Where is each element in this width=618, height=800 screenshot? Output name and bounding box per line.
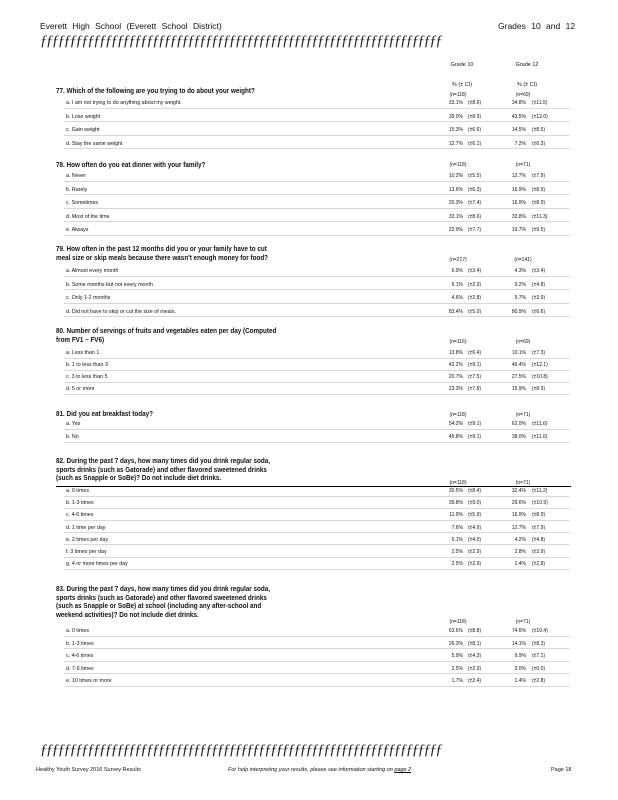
grade12-percent: 34.8% — [511, 100, 526, 106]
row-divider — [64, 358, 570, 359]
row-divider — [64, 316, 570, 317]
grade12-percent: 16.9% — [511, 186, 526, 193]
grade12-percent: 12.7% — [511, 173, 526, 179]
grade12-percent: 62.0% — [511, 421, 526, 427]
grade10-percent: 33.1% — [448, 213, 463, 220]
grade12-pct-ci-header: % (± CI) — [516, 82, 538, 88]
row-divider — [64, 194, 570, 195]
grade12-confidence-interval: (±8.9) — [532, 386, 546, 392]
question-q79-n10-sample-size: (n=217) — [449, 257, 467, 263]
grade10-confidence-interval: (±4.3) — [468, 653, 482, 660]
row-divider — [64, 121, 570, 122]
grade12-confidence-interval: (±10.9) — [532, 500, 548, 507]
question-q79-title-line: meal size or skip meals because there wasn't enough money for food? — [56, 252, 269, 262]
question-q83-title-line: weekend activities)? Do not include diet drinks. — [56, 609, 199, 619]
grade12-confidence-interval: (±11.5) — [532, 100, 548, 106]
grade10-confidence-interval: (±9.1) — [468, 362, 482, 368]
grade12-percent: 19.7% — [511, 227, 526, 233]
grade10-confidence-interval: (±5.9) — [468, 512, 482, 519]
grade10-column-header: Grade 10 — [450, 62, 474, 68]
question-q82-n10-sample-size: (n=118) — [449, 480, 467, 486]
answer-option-label: a. 0 times — [66, 488, 89, 494]
grade10-confidence-interval: (±8.9) — [468, 113, 482, 120]
question-q77-n12-sample-size: (n=69) — [515, 92, 531, 98]
row-divider — [64, 148, 570, 149]
grade10-confidence-interval: (±6.6) — [468, 127, 482, 133]
grade12-percent: 16.9% — [511, 512, 526, 519]
row-divider — [64, 496, 570, 497]
grade10-percent: 20.7% — [448, 374, 463, 380]
grade12-confidence-interval: (±11.3) — [532, 213, 548, 220]
answer-option-label: b. Some months but not every month — [66, 281, 153, 288]
question-q82-n12-sample-size: (n=71) — [515, 480, 531, 486]
grade12-percent: 74.6% — [511, 628, 526, 634]
grade10-percent: 1.7% — [451, 678, 463, 685]
top-decorative-rule: ƒƒƒƒƒƒƒƒƒƒƒƒƒƒƒƒƒƒƒƒƒƒƒƒƒƒƒƒƒƒƒƒƒƒƒƒƒƒƒƒƒƒƒƒƒƒƒƒƒƒƒƒƒƒƒƒƒƒƒƒƒƒƒƒƒƒƒƒ — [40, 33, 442, 49]
grade12-percent: 1.4% — [514, 561, 526, 568]
grade10-percent: 15.3% — [448, 127, 463, 133]
grade10-confidence-interval: (±4.0) — [468, 536, 482, 543]
grade12-confidence-interval: (±0.0) — [532, 665, 546, 672]
grade12-percent: 15.9% — [511, 386, 526, 392]
grade10-confidence-interval: (±9.1) — [468, 434, 482, 440]
row-divider — [64, 648, 570, 649]
grade10-confidence-interval: (±8.6) — [468, 213, 482, 220]
footer-page-number: Page 18 — [551, 767, 572, 773]
grade12-percent: 38.0% — [511, 434, 526, 440]
question-q82-title-line: sports drinks (such as Gatorade) and other flavored sweetened drinks — [56, 464, 267, 474]
question-q83-n10-sample-size: (n=118) — [449, 619, 467, 625]
row-divider — [64, 429, 570, 430]
answer-option-label: a. Yes — [66, 421, 81, 427]
question-q81-n12-sample-size: (n=71) — [515, 412, 531, 418]
grade10-confidence-interval: (±4.9) — [468, 524, 482, 531]
question-q83-n12-sample-size: (n=71) — [515, 619, 531, 625]
row-divider — [64, 520, 570, 521]
answer-option-label: a. Almost every month — [66, 268, 119, 274]
grade12-confidence-interval: (±8.5) — [532, 127, 546, 133]
row-divider — [64, 569, 570, 570]
answer-option-label: b. Lose weight — [66, 113, 101, 120]
grade10-percent: 42.2% — [448, 362, 463, 368]
grade10-percent: 7.6% — [451, 524, 463, 531]
grade10-confidence-interval: (±2.9) — [468, 665, 482, 672]
answer-option-label: d. 1 time per day — [66, 524, 106, 531]
school-header: Everett High School (Everett School District) — [40, 21, 222, 31]
grade10-percent: 6.9% — [451, 268, 463, 274]
grade10-confidence-interval: (±9.0) — [468, 500, 482, 507]
grade12-percent: 9.2% — [514, 281, 526, 288]
row-divider — [64, 208, 570, 209]
row-divider — [64, 135, 570, 136]
answer-option-label: b. Rarely — [66, 186, 88, 193]
grade10-confidence-interval: (±2.9) — [468, 561, 482, 568]
answer-option-label: a. Less than 1 — [66, 350, 100, 356]
grade10-percent: 30.5% — [448, 488, 463, 494]
answer-option-label: g. 4 or more times per day — [66, 561, 128, 568]
question-q79-n12-sample-size: (n=141) — [514, 257, 532, 263]
answer-option-label: b. 1 to less than 3 — [66, 362, 108, 368]
answer-option-label: c. Gain weight — [66, 127, 100, 133]
row-divider — [64, 532, 570, 533]
grade12-confidence-interval: (±11.6) — [532, 421, 548, 427]
grade10-percent: 63.6% — [448, 628, 463, 634]
row-divider — [64, 108, 570, 109]
footer-survey-name: Healthy Youth Survey 2016 Survey Results — [36, 767, 141, 773]
grade10-percent: 33.1% — [448, 100, 463, 106]
grade10-confidence-interval: (±7.7) — [468, 227, 482, 233]
question-q77-n10-sample-size: (n=118) — [449, 92, 467, 98]
grade10-confidence-interval: (±7.4) — [468, 200, 482, 206]
grade10-percent: 20.3% — [448, 200, 463, 206]
row-divider — [64, 544, 570, 545]
grade10-confidence-interval: (±7.5) — [468, 374, 482, 380]
answer-option-label: d. Most of the time — [66, 213, 110, 220]
row-divider — [64, 686, 570, 687]
grade10-confidence-interval: (±2.8) — [468, 295, 482, 301]
question-q82-emphasis-rule — [56, 486, 571, 487]
answer-option-label: b. 1-3 times — [66, 500, 94, 507]
answer-option-label: c. Sometimes — [66, 200, 99, 206]
row-divider — [64, 673, 570, 674]
grade10-percent: 5.1% — [451, 281, 463, 288]
answer-option-label: c. 3 to less than 5 — [66, 374, 108, 380]
row-divider — [64, 557, 570, 558]
grade10-percent: 11.9% — [449, 512, 463, 519]
grade10-confidence-interval: (±5.5) — [468, 173, 482, 179]
grade12-confidence-interval: (±2.8) — [532, 561, 546, 568]
grade10-confidence-interval: (±6.1) — [468, 140, 482, 147]
question-q83-title-line: (such as Snapple or SoBe) at school (including any after-school and — [56, 601, 262, 611]
answer-option-label: d. 5 or more — [66, 386, 95, 392]
row-divider — [64, 276, 570, 277]
grade10-confidence-interval: (±8.8) — [468, 628, 482, 634]
grade12-confidence-interval: (±7.3) — [532, 350, 546, 356]
footer-help-text — [228, 767, 411, 773]
grade10-confidence-interval: (±5.0) — [468, 308, 482, 315]
grade12-confidence-interval: (±12.0) — [532, 113, 548, 120]
answer-option-label: a. I am not trying to do anything about my weight. — [66, 100, 182, 106]
grade10-percent: 45.8% — [448, 434, 463, 440]
answer-option-label: b. No — [66, 434, 79, 440]
grade12-confidence-interval: (±8.9) — [532, 512, 546, 519]
row-divider — [64, 382, 570, 383]
grade12-confidence-interval: (±7.1) — [532, 653, 546, 660]
question-q78-n10-sample-size: (n=118) — [449, 162, 467, 168]
question-q82-title-line: (such as Snapple or SoBe)? Do not include diet drinks. — [56, 473, 222, 483]
row-divider — [64, 303, 570, 304]
grade12-confidence-interval: (±9.5) — [532, 227, 546, 233]
grade10-confidence-interval: (±8.1) — [468, 640, 482, 647]
answer-option-label: e. 10 times or more — [66, 678, 112, 685]
grade12-confidence-interval: (±6.6) — [532, 308, 546, 315]
grade12-confidence-interval: (±11.6) — [532, 434, 548, 440]
grade10-confidence-interval: (±8.6) — [468, 100, 482, 106]
grade10-percent: 26.3% — [448, 640, 463, 647]
bottom-decorative-rule: ƒƒƒƒƒƒƒƒƒƒƒƒƒƒƒƒƒƒƒƒƒƒƒƒƒƒƒƒƒƒƒƒƒƒƒƒƒƒƒƒƒƒƒƒƒƒƒƒƒƒƒƒƒƒƒƒƒƒƒƒƒƒƒƒƒƒƒƒ — [40, 742, 442, 758]
grade10-percent: 5.9% — [451, 653, 463, 660]
grade12-percent: 14.1% — [511, 640, 526, 647]
grade10-percent: 2.5% — [451, 561, 463, 568]
grade12-percent: 1.4% — [514, 678, 526, 685]
grade10-percent: 13.6% — [448, 186, 463, 193]
row-divider — [64, 235, 570, 236]
footer-page-link[interactable]: page 2 — [394, 767, 412, 773]
question-q79-title-line: 79. How often in the past 12 months did you or your family have to cut — [56, 244, 267, 253]
grade12-percent: 33.8% — [511, 213, 526, 220]
answer-option-label: b. 1-3 times — [66, 640, 94, 647]
grade10-percent: 39.0% — [448, 113, 463, 120]
grade10-percent: 22.9% — [448, 227, 463, 233]
grade10-percent: 23.3% — [448, 386, 463, 392]
grade12-confidence-interval: (±7.9) — [532, 173, 546, 179]
grades-header: Grades 10 and 12 — [498, 21, 576, 31]
answer-option-label: d. Did not have to skip or cut the size of meals. — [66, 308, 176, 315]
grade12-percent: 43.5% — [511, 113, 526, 120]
row-divider — [64, 394, 570, 395]
grade12-percent: 80.9% — [511, 308, 526, 315]
question-q80-n12-sample-size: (n=69) — [515, 339, 531, 345]
grade12-percent: 16.9% — [511, 200, 526, 206]
grade10-confidence-interval: (±2.4) — [468, 678, 482, 685]
grade12-column-header: Grade 12 — [515, 62, 539, 68]
grade12-percent: 46.4% — [511, 362, 526, 368]
grade12-percent: 4.3% — [514, 268, 526, 274]
grade10-percent: 54.2% — [448, 421, 463, 427]
grade10-confidence-interval: (±2.9) — [468, 281, 482, 288]
question-q81-title-line: 81. Did you eat breakfast today? — [56, 409, 154, 418]
grade12-confidence-interval: (±3.9) — [532, 549, 546, 555]
grade12-confidence-interval: (±3.9) — [532, 295, 546, 301]
row-divider — [64, 508, 570, 509]
grade10-percent: 39.8% — [448, 500, 463, 507]
question-q83-title-line: sports drinks (such as Gatorade) and other flavored sweetened drinks — [56, 592, 267, 602]
answer-option-label: c. 4-6 times — [66, 512, 94, 519]
answer-option-label: e. 2 times per day — [66, 536, 109, 543]
grade12-percent: 14.5% — [511, 127, 526, 133]
grade12-percent: 5.7% — [514, 295, 526, 301]
grade12-confidence-interval: (±2.8) — [532, 678, 546, 685]
grade10-confidence-interval: (±8.4) — [468, 488, 482, 494]
question-q82-title-line: 82. During the past 7 days, how many times did you drink regular soda, — [56, 456, 271, 465]
grade10-confidence-interval: (±3.4) — [468, 268, 482, 274]
answer-option-label: f. 3 times per day — [66, 549, 107, 555]
question-q81-n10-sample-size: (n=118) — [449, 412, 467, 418]
question-q80-n10-sample-size: (n=116) — [449, 339, 467, 345]
grade12-confidence-interval: (±11.2) — [532, 488, 548, 494]
row-divider — [64, 221, 570, 222]
grade12-percent: 7.2% — [514, 140, 526, 147]
grade10-pct-ci-header: % (± CI) — [451, 82, 473, 88]
grade10-confidence-interval: (±7.8) — [468, 386, 482, 392]
grade12-confidence-interval: (±6.3) — [532, 140, 546, 147]
grade12-confidence-interval: (±8.9) — [532, 200, 546, 206]
grade10-percent: 10.2% — [448, 173, 463, 179]
answer-option-label: c. Only 1-2 months — [66, 295, 111, 301]
row-divider — [64, 442, 570, 443]
grade12-confidence-interval: (±7.9) — [532, 524, 546, 531]
grade12-confidence-interval: (±8.9) — [532, 186, 546, 193]
answer-option-label: d. 7-9 times — [66, 665, 94, 672]
question-q83-title-line: 83. During the past 7 days, how many times did you drink regular soda, — [56, 584, 271, 593]
grade12-percent: 29.6% — [511, 500, 526, 507]
row-divider — [64, 370, 570, 371]
grade10-confidence-interval: (±6.4) — [468, 350, 482, 356]
grade10-confidence-interval: (±2.9) — [468, 549, 482, 555]
question-q78-n12-sample-size: (n=71) — [515, 162, 531, 168]
footer-help-sentence: For help interpreting your results, please see information starting on — [228, 767, 393, 773]
answer-option-label: a. Never — [66, 173, 87, 179]
grade10-confidence-interval: (±9.1) — [468, 421, 482, 427]
grade12-percent: 32.4% — [511, 488, 526, 494]
grade10-percent: 2.5% — [451, 665, 463, 672]
answer-option-label: d. Stay the same weight — [66, 140, 123, 147]
grade10-percent: 83.4% — [448, 308, 463, 315]
grade10-percent: 4.6% — [451, 295, 463, 301]
grade12-percent: 2.8% — [514, 549, 526, 555]
grade12-confidence-interval: (±8.3) — [532, 640, 546, 647]
grade12-confidence-interval: (±4.8) — [532, 536, 546, 543]
question-q78-title-line: 78. How often do you eat dinner with your family? — [56, 160, 206, 169]
grade12-percent: 27.5% — [511, 374, 526, 380]
grade12-percent: 9.9% — [514, 653, 526, 660]
grade12-confidence-interval: (±4.8) — [532, 281, 546, 288]
row-divider — [64, 289, 570, 290]
row-divider — [64, 661, 570, 662]
grade10-percent: 5.1% — [451, 536, 463, 543]
grade12-percent: 4.2% — [514, 536, 526, 543]
answer-option-label: a. 0 times — [66, 628, 89, 634]
grade12-percent: 0.0% — [514, 665, 526, 672]
answer-option-label: e. Always — [66, 227, 89, 233]
grade10-confidence-interval: (±6.3) — [468, 186, 482, 193]
grade12-confidence-interval: (±10.4) — [532, 628, 548, 634]
grade10-percent: 13.8% — [448, 350, 463, 356]
grade10-percent: 2.5% — [451, 549, 463, 555]
answer-option-label: c. 4-6 times — [66, 653, 94, 660]
grade12-confidence-interval: (±10.8) — [532, 374, 548, 380]
grade12-confidence-interval: (±3.4) — [532, 268, 546, 274]
question-q80-title-line: 80. Number of servings of fruits and vegetables eaten per day (Computed — [56, 326, 277, 335]
grade12-percent: 12.7% — [511, 524, 526, 531]
grade12-confidence-interval: (±12.1) — [532, 362, 548, 368]
row-divider — [64, 181, 570, 182]
grade12-percent: 10.1% — [511, 350, 526, 356]
question-q77-title-line: 77. Which of the following are you trying to do about your weight? — [56, 86, 255, 95]
row-divider — [64, 636, 570, 637]
question-q80-title-line: from FV1 – FV6) — [56, 334, 105, 344]
grade10-percent: 12.7% — [448, 140, 463, 147]
